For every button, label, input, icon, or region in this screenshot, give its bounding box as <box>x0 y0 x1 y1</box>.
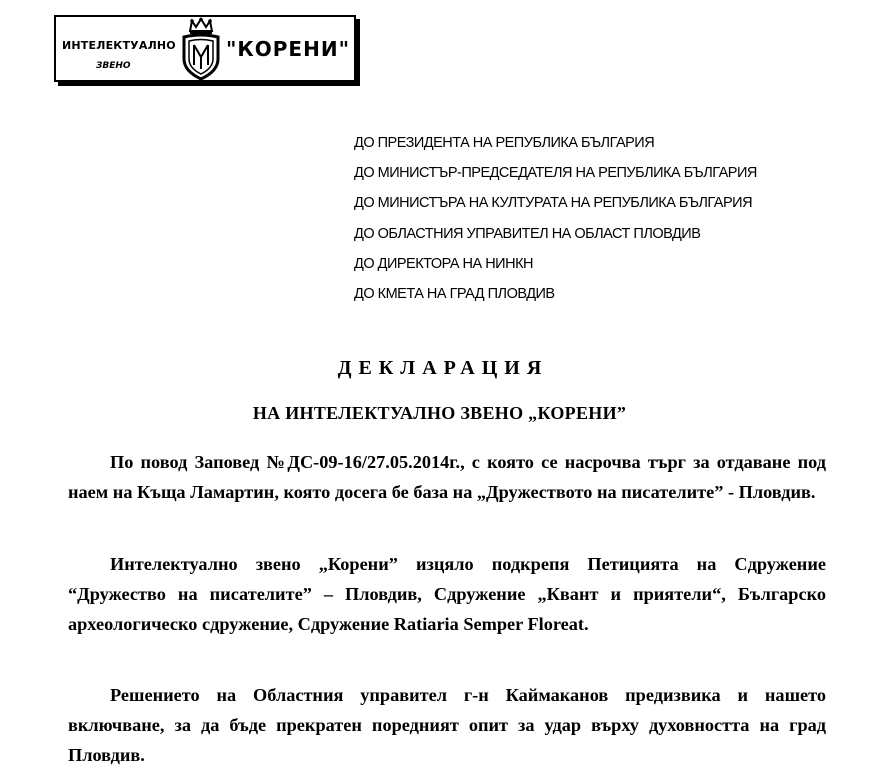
document-subtitle: НА ИНТЕЛЕКТУАЛНО ЗВЕНО „КОРЕНИ” <box>252 403 627 423</box>
addressee-list <box>354 133 757 314</box>
addressee-line: ДО МИНИСТЪР-ПРЕДСЕДАТЕЛЯ НА РЕПУБЛИКА БЪЛГАРИЯ <box>354 165 757 182</box>
body-paragraph: Интелектуално звено „Корени” изцяло подкрепя Петицията на Сдружение “Дружество на писателите” – Пловдив, Сдружение „Квант и приятели“, Българско археологическо сдружение, Сдружение Ratiaria Semper Floreat. <box>68 554 826 634</box>
addressee-line: ДО МИНИСТЪРА НА КУЛТУРАТА НА РЕПУБЛИКА БЪЛГАРИЯ <box>354 195 753 212</box>
crowned-shield-emblem-icon <box>178 17 224 81</box>
logo-text-line1: ИНТЕЛЕКТУАЛНО <box>62 39 176 52</box>
logo-organization-name: "КОРЕНИ" <box>226 37 350 61</box>
body-paragraph: Решението на Областния управител г-н Каймаканов предизвика и нашето включване, за да бъде прекратен поредният опит за удар върху духовността на град Пловдив. <box>68 685 826 765</box>
addressee-line: ДО ДИРЕКТОРА НА НИНКН <box>354 255 533 272</box>
document-title: ДЕКЛАРАЦИЯ <box>337 357 549 379</box>
addressee-line: ДО ПРЕЗИДЕНТА НА РЕПУБЛИКА БЪЛГАРИЯ <box>354 135 655 151</box>
organization-logo <box>54 15 356 82</box>
addressee-line: ДО КМЕТА НА ГРАД ПЛОВДИВ <box>354 285 555 302</box>
logo-text-line2: ЗВЕНО <box>96 61 131 71</box>
addressee-line: ДО ОБЛАСТНИЯ УПРАВИТЕЛ НА ОБЛАСТ ПЛОВДИВ <box>354 225 701 242</box>
body-paragraph: По повод Заповед №ДС-09-16/27.05.2014г., с която се насрочва търг за отдаване под наем на Къща Ламартин, която досега бе база на „Дружеството на писателите” - Пловдив. <box>68 452 826 502</box>
